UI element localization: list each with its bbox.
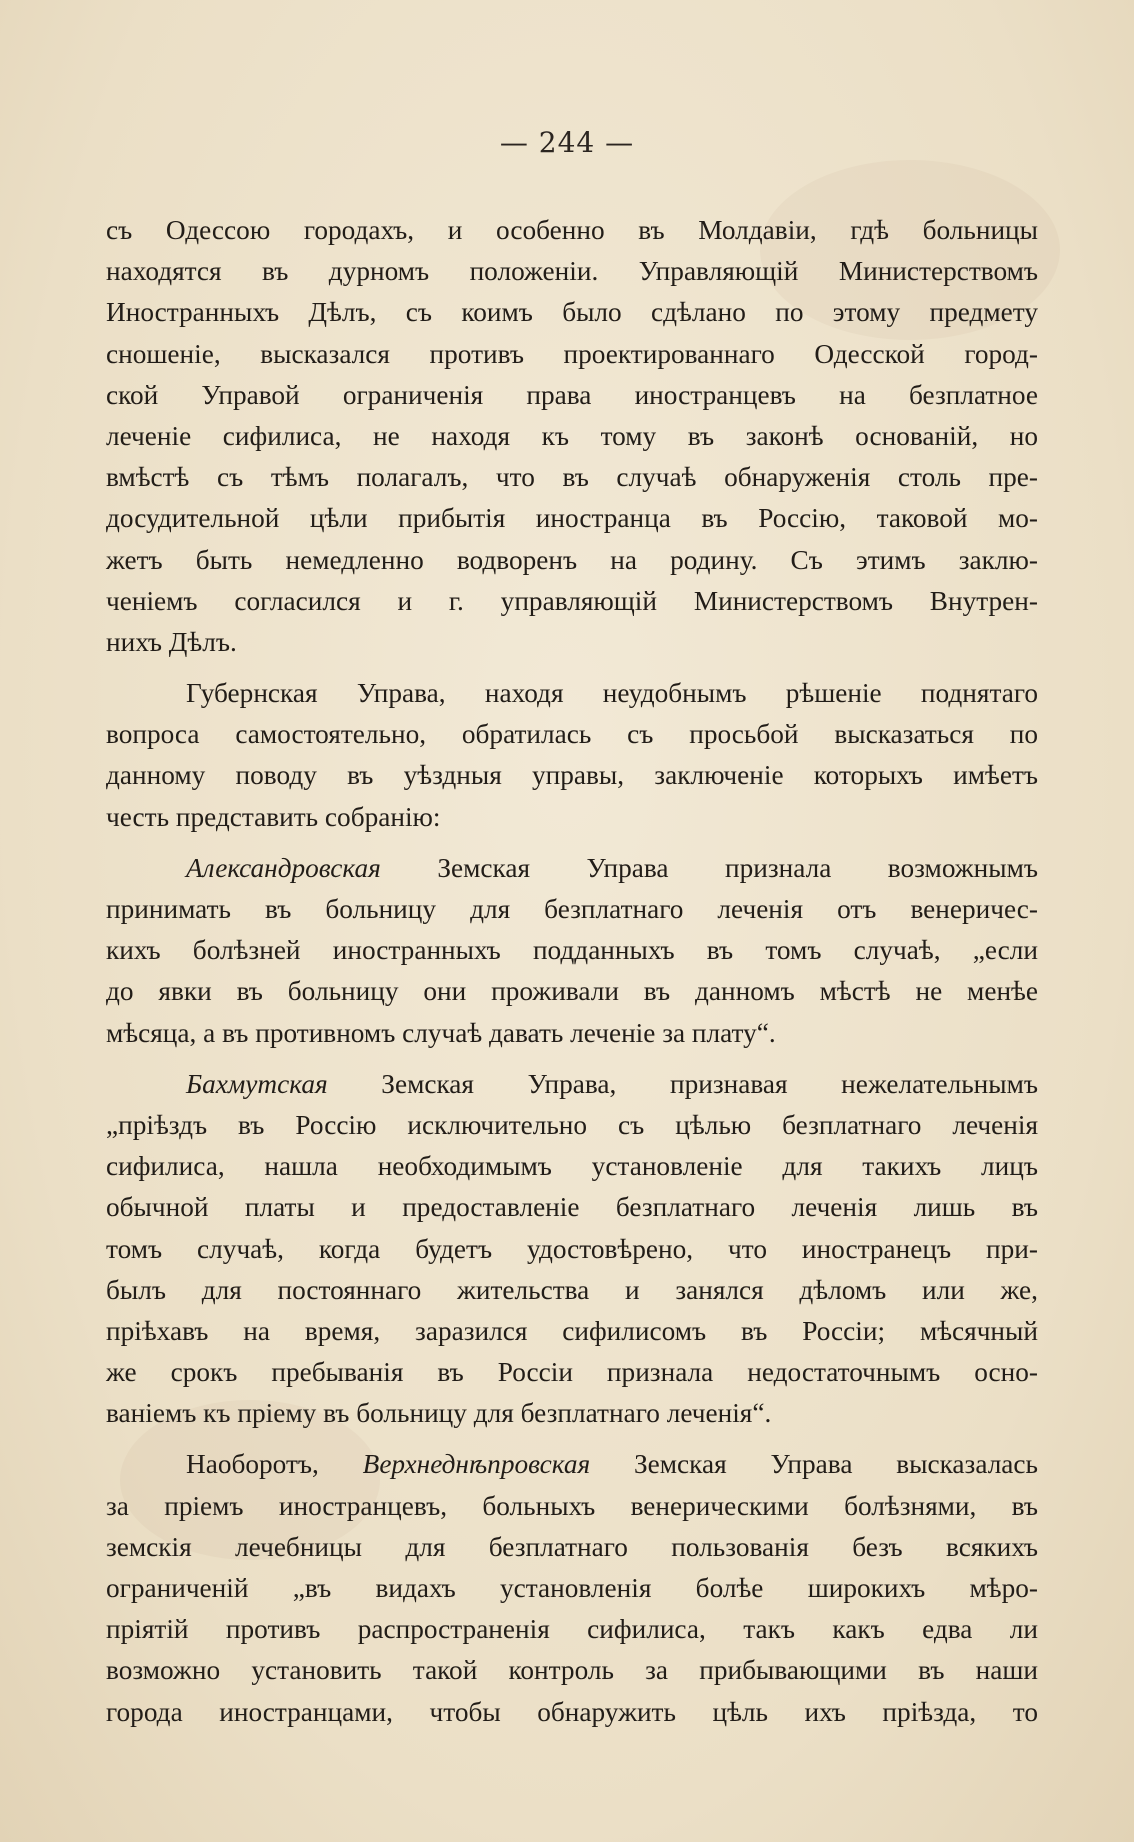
text-line xyxy=(106,1486,1038,1527)
text-line xyxy=(106,416,1038,457)
text-segment: земскія лечебницы для безплатнаго пользованія безъ всякихъ xyxy=(106,1531,1038,1562)
text-segment: Губернская Управа, находя неудобнымъ рѣшеніе поднятаго xyxy=(186,678,1038,709)
text-segment: жетъ быть немедленно водворенъ на родину. Съ этимъ заклю- xyxy=(106,544,1038,575)
text-line xyxy=(106,848,1038,889)
text-line xyxy=(106,1229,1038,1270)
text-line xyxy=(106,755,1038,796)
text-line xyxy=(106,1692,1038,1733)
text-segment: находятся въ дурномъ положеніи. Управляющій Министерствомъ xyxy=(106,256,1038,287)
text-line xyxy=(106,622,1038,663)
text-line xyxy=(106,540,1038,581)
text-segment: нихъ Дѣлъ. xyxy=(106,626,237,657)
text-segment: леченіе сифилиса, не находя къ тому въ законѣ основаній, но xyxy=(106,420,1038,451)
text-segment: съ Одессою городахъ, и особенно въ Молдавіи, гдѣ больницы xyxy=(106,215,1038,245)
text-segment: сношеніе, высказался противъ проектированнаго Одесской город- xyxy=(106,338,1038,369)
text-line xyxy=(106,714,1038,755)
text-line xyxy=(106,930,1038,971)
text-line xyxy=(106,1527,1038,1568)
text-line xyxy=(106,334,1038,375)
paragraph xyxy=(106,1444,1038,1732)
text-segment: возможно установить такой контроль за прибывающими въ наши xyxy=(106,1655,1038,1686)
text-segment: пріятій противъ распространенія сифилиса, такъ какъ едва ли xyxy=(106,1614,1038,1645)
text-segment: Земская Управа высказалась xyxy=(590,1449,1038,1480)
text-segment: данному поводу въ уѣздныя управы, заключеніе которыхъ имѣетъ xyxy=(106,760,1038,791)
text-line xyxy=(106,1105,1038,1146)
page-number: — 244 — xyxy=(499,126,635,159)
text-segment: честь представить собранію: xyxy=(106,801,441,832)
text-segment: обычной платы и предоставленіе безплатнаго леченія лишь въ xyxy=(106,1192,1038,1223)
text-segment: кихъ болѣзней иностранныхъ подданныхъ въ томъ случаѣ, „если xyxy=(106,935,1038,966)
text-line xyxy=(106,1393,1038,1434)
text-line xyxy=(106,1609,1038,1650)
text-segment: пріѣхавъ на время, заразился сифилисомъ въ Россіи; мѣсячный xyxy=(106,1315,1038,1346)
text-segment: Иностранныхъ Дѣлъ, съ коимъ было сдѣлано по этому предмету xyxy=(106,297,1038,328)
emphasized-text: Александровская xyxy=(186,852,381,883)
text-segment: сифилиса, нашла необходимымъ установленіе для такихъ лицъ xyxy=(106,1151,1038,1182)
text-segment: Наоборотъ, xyxy=(186,1449,363,1480)
text-segment: ваніемъ къ пріему въ больницу для безплатнаго леченія“. xyxy=(106,1398,772,1429)
emphasized-text: Верхнеднѣпровская xyxy=(362,1449,591,1480)
emphasized-text: Бахмутская xyxy=(186,1068,328,1099)
text-segment: томъ случаѣ, когда будетъ удостовѣрено, что иностранецъ при- xyxy=(106,1233,1038,1264)
text-line xyxy=(106,498,1038,539)
text-segment: же срокъ пребыванія въ Россіи признала недостаточнымъ осно- xyxy=(106,1357,1038,1388)
text-line xyxy=(106,251,1038,292)
text-line xyxy=(106,1013,1038,1054)
body-text xyxy=(106,210,1038,1733)
text-segment: досудительной цѣли прибытія иностранца въ Россію, таковой мо- xyxy=(106,503,1038,534)
text-line xyxy=(106,1568,1038,1609)
text-segment: ской Управой ограниченія права иностранцевъ на безплатное xyxy=(106,379,1038,410)
text-segment: ограниченій „въ видахъ установленія болѣе широкихъ мѣро- xyxy=(106,1573,1038,1603)
text-segment: города иностранцами, чтобы обнаружить цѣль ихъ пріѣзда, то xyxy=(106,1696,1038,1727)
text-line xyxy=(106,210,1038,251)
text-line xyxy=(106,375,1038,416)
text-segment: „пріѣздъ въ Россію исключительно съ цѣлью безплатнаго леченія xyxy=(106,1109,1038,1140)
text-segment: вмѣстѣ съ тѣмъ полагалъ, что въ случаѣ обнаруженія столь пре- xyxy=(106,462,1038,493)
text-segment: за пріемъ иностранцевъ, больныхъ венерическими болѣзнями, въ xyxy=(106,1490,1038,1521)
text-line xyxy=(106,292,1038,333)
text-line xyxy=(106,1311,1038,1352)
text-line xyxy=(106,581,1038,622)
text-line xyxy=(106,1270,1038,1311)
text-segment: вопроса самостоятельно, обратилась съ просьбой высказаться по xyxy=(106,719,1038,750)
text-segment: Земская Управа, признавая нежелательнымъ xyxy=(327,1068,1038,1099)
text-line xyxy=(106,1650,1038,1691)
text-segment: принимать въ больницу для безплатнаго леченія отъ венеричес- xyxy=(106,894,1038,924)
text-line xyxy=(106,797,1038,838)
paragraph xyxy=(106,673,1038,838)
text-line xyxy=(106,971,1038,1012)
text-line xyxy=(106,1187,1038,1228)
text-line xyxy=(106,1146,1038,1187)
text-line xyxy=(106,889,1038,930)
text-segment: Земская Управа признала возможнымъ xyxy=(380,852,1038,883)
text-segment: былъ для постояннаго жительства и занялся дѣломъ или же, xyxy=(106,1274,1038,1305)
text-line xyxy=(106,673,1038,714)
text-segment: ченіемъ согласился и г. управляющій Министерствомъ Внутрен- xyxy=(106,585,1038,616)
paragraph xyxy=(106,1064,1038,1435)
text-line xyxy=(106,1064,1038,1105)
text-segment: до явки въ больницу они проживали въ данномъ мѣстѣ не менѣе xyxy=(106,976,1038,1007)
text-line xyxy=(106,1444,1038,1485)
paragraph xyxy=(106,210,1038,663)
paragraph xyxy=(106,848,1038,1054)
text-line xyxy=(106,457,1038,498)
text-line xyxy=(106,1352,1038,1393)
text-segment: мѣсяца, а въ противномъ случаѣ давать леченіе за плату“. xyxy=(106,1017,776,1048)
